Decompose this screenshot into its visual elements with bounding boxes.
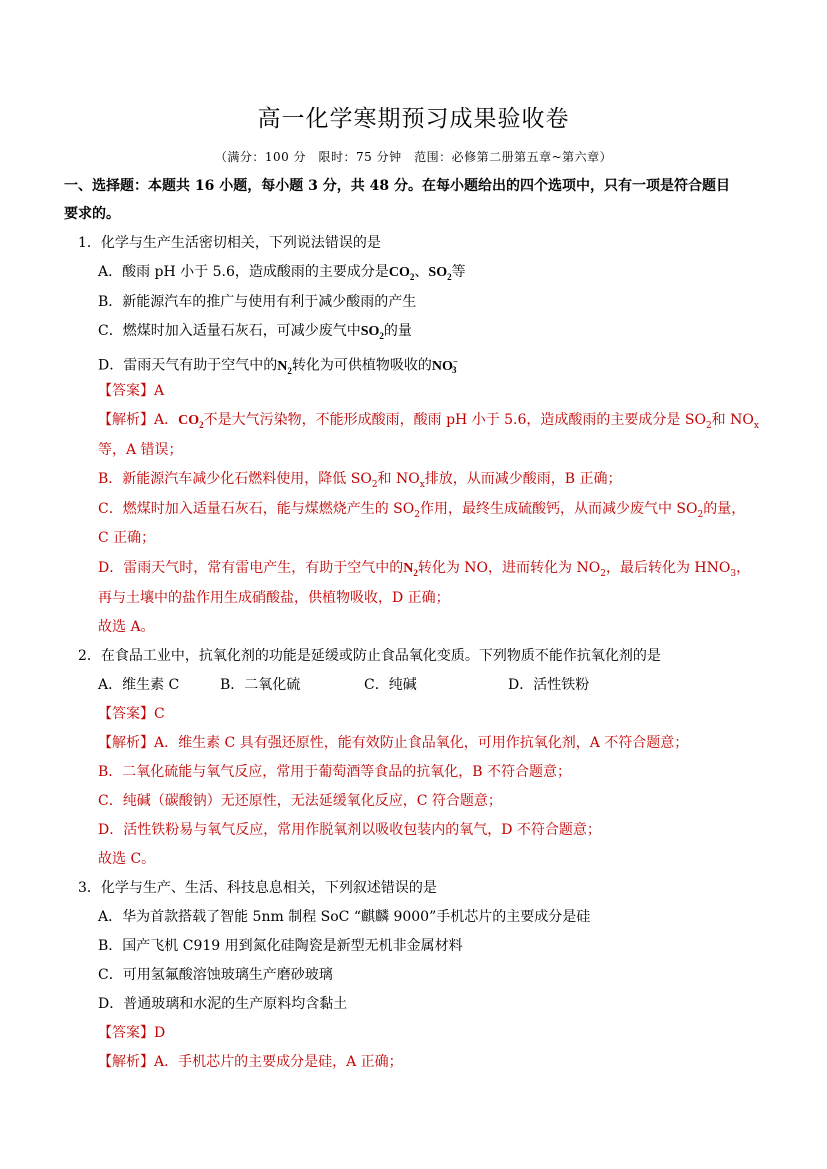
q1-answer: 【答案】A [98, 383, 165, 399]
q3-stem: 3．化学与生产、生活、科技息息相关，下列叙述错误的是 [78, 880, 437, 896]
page-title: 高一化学寒期预习成果验收卷 [257, 106, 570, 132]
section-heading-line1: 一、选择题：本题共 16 小题，每小题 3 分，共 48 分。在每小题给出的四个选项中，只有一项是符合题目 [64, 178, 730, 194]
q3-option-d: D．普通玻璃和水泥的生产原料均含黏土 [98, 996, 348, 1012]
exam-meta: （满分：100 分 限时：75 分钟 范围：必修第二册第五章~第六章） [214, 150, 613, 164]
q2-analysis-c: C．纯碱（碳酸钠）无还原性，无法延缓氧化反应，C 符合题意； [98, 793, 502, 809]
q3-option-b: B．国产飞机 C919 用到氮化硅陶瓷是新型无机非金属材料 [98, 938, 463, 954]
q3-answer: 【答案】D [98, 1025, 166, 1041]
q1-option-c: C．燃煤时加入适量石灰石，可减少废气中$SO_2$的量 [98, 323, 412, 341]
q1-option-a: A．酸雨 pH 小于 5.6，造成酸雨的主要成分是$CO_2$、$SO_2$等 [98, 264, 466, 282]
q2-conclusion: 故选 C。 [98, 851, 156, 867]
q3-option-a: A．华为首款搭载了智能 5nm 制程 SoC “麒麟 9000”手机芯片的主要成分是硅 [98, 909, 591, 925]
q1-analysis-a-line2: 等，A 错误； [98, 442, 183, 458]
q3-option-c: C．可用氢氟酸溶蚀玻璃生产磨砂玻璃 [98, 967, 333, 983]
q2-option-b: B．二氧化硫 [220, 677, 301, 693]
q2-analysis-d: D．活性铁粉易与氧气反应，常用作脱氧剂以吸收包装内的氧气，D 不符合题意； [98, 822, 601, 838]
q1-stem: 1．化学与生产生活密切相关，下列说法错误的是 [78, 235, 381, 251]
q2-answer: 【答案】C [98, 706, 165, 722]
q1-analysis-d-line1: D．雷雨天气时，常有雷电产生，有助于空气中的$N_2$转化为 NO，进而转化为 $NO_2$，最后转化为 $HNO_3$， [98, 560, 751, 579]
q1-analysis-c-line1: C．燃煤时加入适量石灰石，能与煤燃烧产生的 $SO_2$作用，最终生成硫酸钙，从而减少废气中 $SO_2$的量， [98, 501, 746, 520]
q1-option-d: D．雷雨天气有助于空气中的$N_2$转化为可供植物吸收的$NO^-_3$ [98, 356, 458, 376]
q2-analysis-b: B．二氧化硫能与氧气反应，常用于葡萄酒等食品的抗氧化，B 不符合题意； [98, 764, 572, 780]
q2-option-d: D．活性铁粉 [508, 677, 590, 693]
q1-analysis-d-line2: 再与土壤中的盐作用生成硝酸盐，供植物吸收，D 正确； [98, 590, 450, 606]
q3-analysis-a: 【解析】A．手机芯片的主要成分是硅，A 正确； [98, 1054, 403, 1070]
q2-stem: 2．在食品工业中，抗氧化剂的功能是延缓或防止食品氧化变质。下列物质不能作抗氧化剂的是 [78, 648, 661, 664]
q1-option-b: B．新能源汽车的推广与使用有利于减少酸雨的产生 [98, 294, 417, 310]
q1-analysis-a-line1: 【解析】A．$CO_2$不是大气污染物，不能形成酸雨，酸雨 pH 小于 5.6，造成酸雨的主要成分是 $SO_2$和 $NO_x$ [98, 412, 759, 431]
q1-analysis-b: B．新能源汽车减少化石燃料使用，降低 $SO_2$和 $NO_x$排放，从而减少酸雨，B 正确； [98, 471, 622, 490]
q1-analysis-c-line2: C 正确； [98, 530, 156, 546]
q2-option-c: C．纯碱 [364, 677, 417, 693]
q2-option-a: A．维生素 C [98, 677, 180, 693]
q2-analysis-a: 【解析】A．维生素 C 具有强还原性，能有效防止食品氧化，可用作抗氧化剂，A 不符合题意； [98, 735, 689, 751]
section-heading-line2: 要求的。 [64, 206, 120, 222]
q1-conclusion: 故选 A。 [98, 619, 155, 635]
